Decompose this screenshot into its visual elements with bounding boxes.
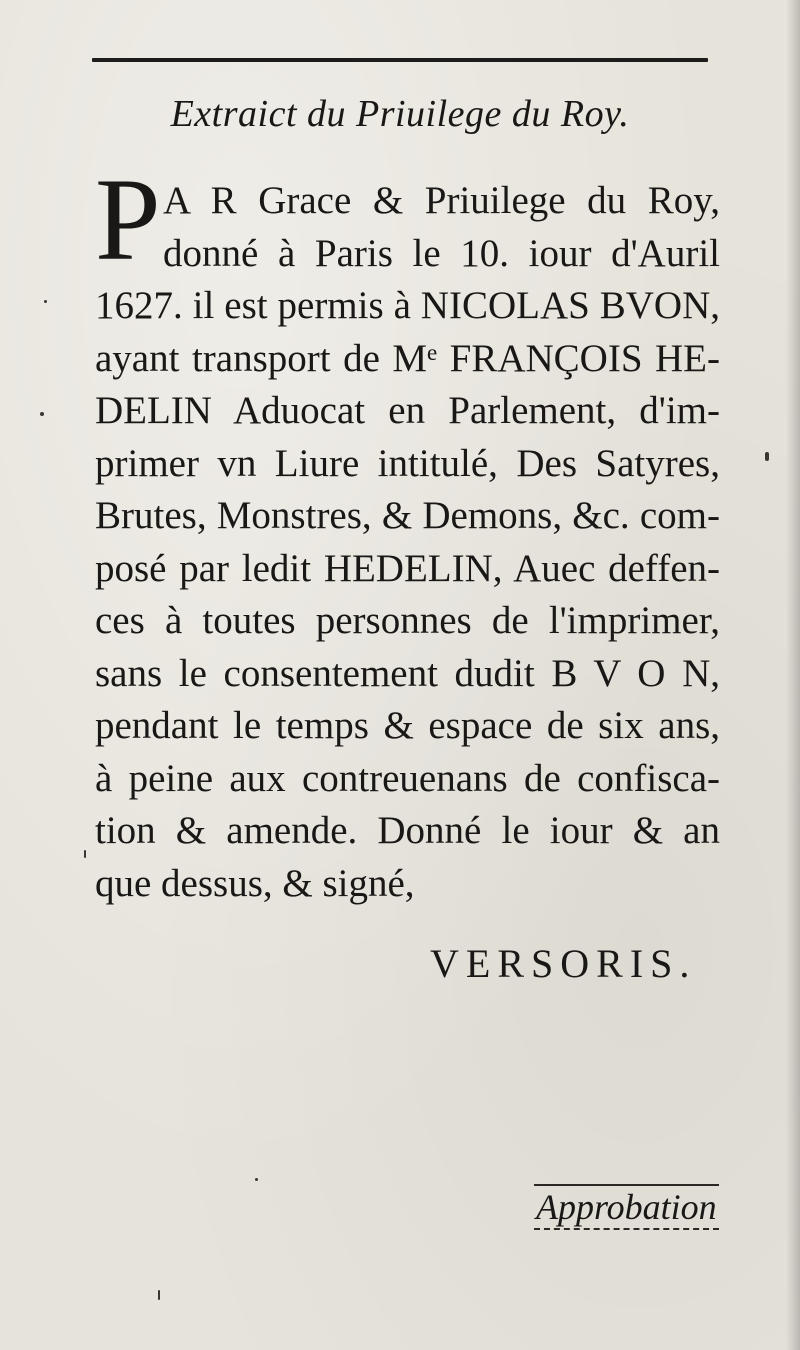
- text-line: que dessus, & signé,: [95, 861, 415, 905]
- paper-speck: [158, 1290, 160, 1300]
- text-line: posé par ledit HEDELIN, Auec deffen-: [95, 546, 720, 590]
- header-rule: [92, 58, 708, 62]
- text-line: 1627. il est permis à NICOLAS BVON,: [95, 284, 720, 327]
- paper-speck: [255, 1178, 258, 1181]
- text-line: à peine aux contreuenans de confisca-: [95, 756, 720, 800]
- privilege-text: [95, 175, 720, 910]
- paper-speck: [40, 412, 44, 416]
- text-line: DELIN Aduocat en Parlement, d'im-: [95, 389, 720, 432]
- text-line: tion & amende. Donné le iour & an: [95, 809, 720, 852]
- page-edge-shadow: [786, 0, 800, 1350]
- signature: VERSORIS.: [430, 941, 697, 986]
- paper-speck: [84, 850, 86, 858]
- paper-speck: [765, 452, 769, 461]
- text-line: sans le consentement dudit B V O N,: [95, 651, 720, 695]
- text-line: donné à Paris le 10. iour d'Auril: [163, 231, 720, 275]
- drop-cap: P: [95, 154, 161, 285]
- text-line: ces à toutes personnes de l'imprimer,: [95, 599, 720, 642]
- paper-speck: [44, 300, 47, 303]
- catchword: Approbation: [534, 1184, 719, 1230]
- page-title: Extraict du Priuilege du Roy.: [170, 93, 630, 135]
- text-line: A R Grace & Priuilege du Roy,: [163, 179, 720, 222]
- text-line: ayant transport de Mᵉ FRANÇOIS HE-: [95, 336, 720, 380]
- text-line: pendant le temps & espace de six ans,: [95, 704, 720, 747]
- text-line: primer vn Liure intitulé, Des Satyres,: [95, 441, 720, 485]
- text-line: Brutes, Monstres, & Demons, &c. com-: [95, 494, 720, 537]
